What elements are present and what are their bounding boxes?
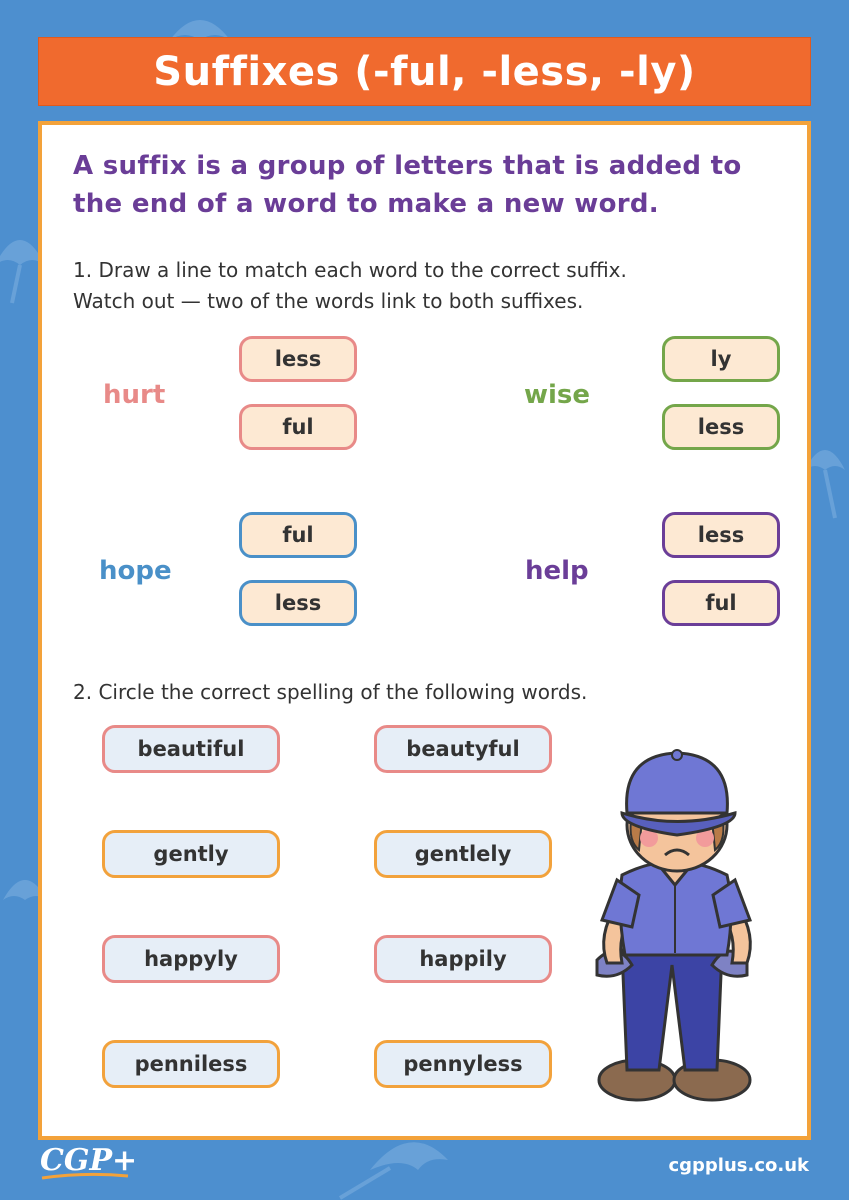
spelling-option-penniless[interactable]: penniless	[102, 1040, 280, 1088]
footer-url[interactable]: cgpplus.co.uk	[668, 1155, 809, 1176]
question1-line2: Watch out — two of the words link to both suffixes.	[73, 289, 584, 313]
worksheet-panel	[38, 121, 811, 1140]
spelling-option-happyly[interactable]: happyly	[102, 935, 280, 983]
match-word-hope: hope	[99, 556, 172, 586]
suffix-box-wise-bottom[interactable]: less	[662, 404, 780, 450]
suffix-box-hurt-top[interactable]: less	[239, 336, 357, 382]
cgp-logo: CGP+	[40, 1143, 138, 1178]
page-title: Suffixes (-ful, -less, -ly)	[153, 48, 696, 95]
suffix-box-hurt-bottom[interactable]: ful	[239, 404, 357, 450]
logo-swoosh-icon	[40, 1170, 130, 1182]
title-banner	[38, 37, 811, 106]
suffix-box-help-bottom[interactable]: ful	[662, 580, 780, 626]
question1-line1: 1. Draw a line to match each word to the correct suffix.	[73, 258, 627, 282]
match-word-hurt: hurt	[103, 380, 166, 410]
spelling-option-beautiful[interactable]: beautiful	[102, 725, 280, 773]
intro-text: A suffix is a group of letters that is added to the end of a word to make a new word.	[73, 151, 742, 219]
cartoon-boy-illustration	[577, 735, 787, 1120]
suffix-box-hope-bottom[interactable]: less	[239, 580, 357, 626]
spelling-option-pennyless[interactable]: pennyless	[374, 1040, 552, 1088]
suffix-box-help-top[interactable]: less	[662, 512, 780, 558]
spelling-option-beautyful[interactable]: beautyful	[374, 725, 552, 773]
spelling-option-gently[interactable]: gently	[102, 830, 280, 878]
question2-prompt: 2. Circle the correct spelling of the following words.	[73, 680, 588, 704]
spelling-option-happily[interactable]: happily	[374, 935, 552, 983]
match-word-wise: wise	[524, 380, 591, 410]
spelling-option-gentlely[interactable]: gentlely	[374, 830, 552, 878]
suffix-box-hope-top[interactable]: ful	[239, 512, 357, 558]
suffix-box-wise-top[interactable]: ly	[662, 336, 780, 382]
match-word-help: help	[525, 556, 589, 586]
